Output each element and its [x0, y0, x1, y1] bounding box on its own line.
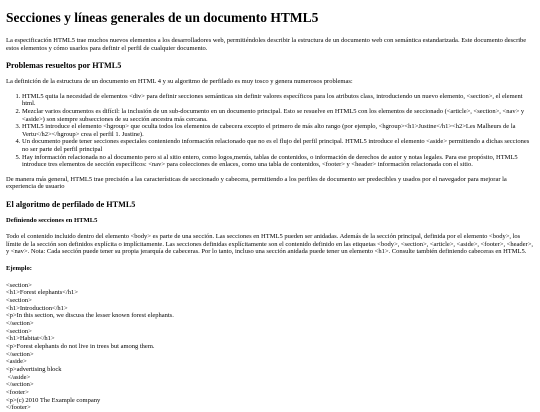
sections-subheading: Definiendo secciones en HTML5: [6, 216, 98, 224]
example-code-block: <section> <h1>Forest elephants</h1> <section> <h1>Introduction</h1> <p>In this section, we discuss the lesser known forest elephants. </section> <section> <h1>Habitat</h1> <p>Forest elephants do not live in trees but among them. </section> <aside> <p>advertising block </aside> </section> <footer> <p>(c) 2010 The Example company </footer>: [6, 281, 174, 412]
problem-item: 4. Un documento puede tener secciones especiales conteniendo información relacionado que no es el flujo del perfil principal. HTML5 introduce el elemento <aside> permitiendo a dichas secciones no ser parte del perfil principal: [22, 138, 535, 153]
algorithm-heading: El algoritmo de perfilado de HTML5: [6, 199, 136, 209]
problems-list: [6, 93, 535, 169]
example-label: Ejemplo:: [6, 264, 33, 272]
problems-heading: Problemas resueltos por HTML5: [6, 61, 122, 71]
intro-paragraph: La especificación HTML5 trae muchos nuevos elementos a los desarrolladores web, permitiéndoles describir la estructura de un documento web con semántica estandarizada. Este documento describe estos elementos y cómo usarlos para definir el perfil de cualquier documento.: [6, 37, 527, 52]
page-title: Secciones y líneas generales de un documento HTML5: [6, 10, 319, 25]
sections-paragraph: Todo el contenido incluido dentro del elemento <body> es parte de una sección. Las secciones en HTML5 pueden ser anidadas. Además de la sección principal, definida por el elemento <body>, los límite de la sección son definidos explícita o implícitamente. Las secciones definidas explícitamente son el contenido definido en las etiquetas <body>, <section>, <article>, <aside>, <footer>, <header>, y <nav>. Nota: Cada sección puede tener su propia jerarquía de cabeceras. Por lo tanto, incluso una sección anidada puede tener un elemento <h1>. Consulte también definiendo cabeceras en HTML5.: [6, 232, 533, 256]
problem-item: 5. Hay información relacionada no al documento pero si al sitio entero, como logos,menús, tablas de contenidos, o información de derechos de autor y notas legales. Para ese propósito, HTML5 introduce tres elementos de sección específicos: <nav> para colecciones de enlaces, como una tabla de contenidos, <footer> y <header> información relacionada con el sitio.: [22, 154, 535, 169]
problems-summary: De manera más general, HTML5 trae precisión a las características de seccionado y cabecera, permitiendo a los perfiles de documento ser predecibles y usados por el navegador para mejorar la experiencia de usuario: [6, 175, 507, 191]
problem-item: 2. Mezclar varios documentos es difícil: la inclusión de un sub-documento en un documento principal. Esto se resuelve en HTML5 con los elementos de seccionado (<article>, <section>, <nav> y <aside>) son siempre subsecciones de su sección ancestra más cercana.: [22, 108, 535, 123]
problems-lead: La definición de la estructura de un documento en HTML 4 y su algoritmo de perfilado es muy tosco y genera numerosos problemas:: [6, 78, 353, 86]
problem-item: 3. HTML5 introduce el elemento <hgroup> que oculta todos los elementos de cabecera excepto el primero de más alto rango (por ejemplo, <hgroup><h1>Justine</h1><h2>Les Malheurs de la Vertu</h2></hgroup> crea el perfil 1. Justine).: [22, 123, 535, 138]
problem-item: 1. HTML5 quita la necesidad de elementos <div> para definir secciones semánticas sin definir valores específicos para los atributos class, introduciendo un nuevo elemento, <section>, el element html.: [22, 93, 535, 108]
